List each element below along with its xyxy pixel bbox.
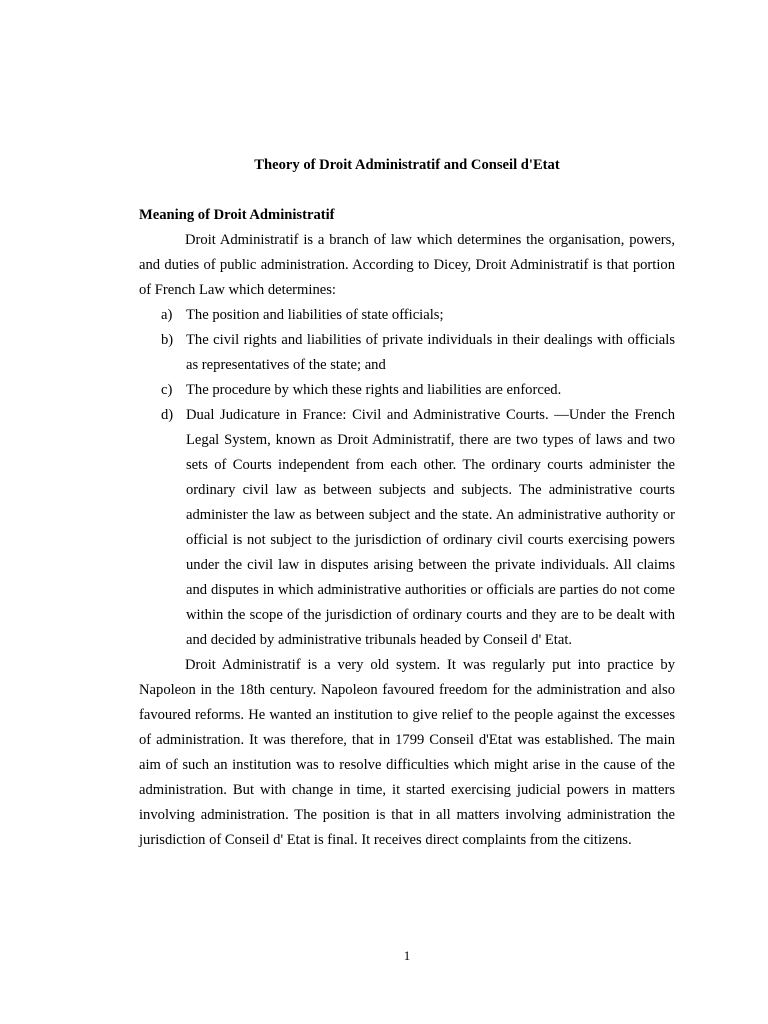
list-marker-c: c) <box>161 382 173 398</box>
list-item-a <box>139 303 675 328</box>
list-marker-d: d) <box>161 407 174 423</box>
list-item-c <box>139 378 675 403</box>
list-text-b: The civil rights and liabilities of private individuals in their dealings with officials as representatives of the state; and <box>186 332 675 373</box>
list-marker-a: a) <box>161 307 173 323</box>
intro-paragraph: Droit Administratif is a branch of law which determines the organisation, powers, and duties of public administration. According to Dicey, Droit Administratif is that portion of French Law which determines: <box>139 232 675 298</box>
list-text-d: Dual Judicature in France: Civil and Administrative Courts. —Under the French Legal System, known as Droit Administratif, there are two types of laws and two sets of Courts independent from each other. The ordinary courts administer the ordinary civil law as between subjects and subjects. The administrative courts administer the law as between subject and the state. An administrative authority or official is not subject to the jurisdiction of ordinary civil courts exercising powers under the civil law in disputes arising between the private individuals. All claims and disputes in which administrative authorities or officials are parties do not come within the scope of the jurisdiction of ordinary courts and they are to be dealt with and decided by administrative tribunals headed by Conseil d' Etat. <box>186 407 675 648</box>
page-number: 1 <box>403 948 411 963</box>
document-body <box>139 203 675 853</box>
list-marker-b: b) <box>161 332 174 348</box>
document-title: Theory of Droit Administratif and Conseil d'Etat <box>254 157 560 173</box>
definition-list <box>139 303 675 653</box>
closing-paragraph: Droit Administratif is a very old system. It was regularly put into practice by Napoleon in the 18th century. Napoleon favoured freedom for the administration and also favoured reforms. He wanted an institution to give relief to the people against the excesses of administration. It was therefore, that in 1799 Conseil d'Etat was established. The main aim of such an institution was to resolve difficulties which might arise in the cause of the administration. But with change in time, it started exercising judicial powers in matters involving administration. The position is that in all matters involving administration the jurisdiction of Conseil d' Etat is final. It receives direct complaints from the citizens. <box>139 657 675 848</box>
list-item-d <box>139 403 675 653</box>
section-heading: Meaning of Droit Administratif <box>139 207 335 223</box>
list-item-b <box>139 328 675 378</box>
list-text-c: The procedure by which these rights and liabilities are enforced. <box>186 382 562 398</box>
list-text-a: The position and liabilities of state officials; <box>186 307 444 323</box>
